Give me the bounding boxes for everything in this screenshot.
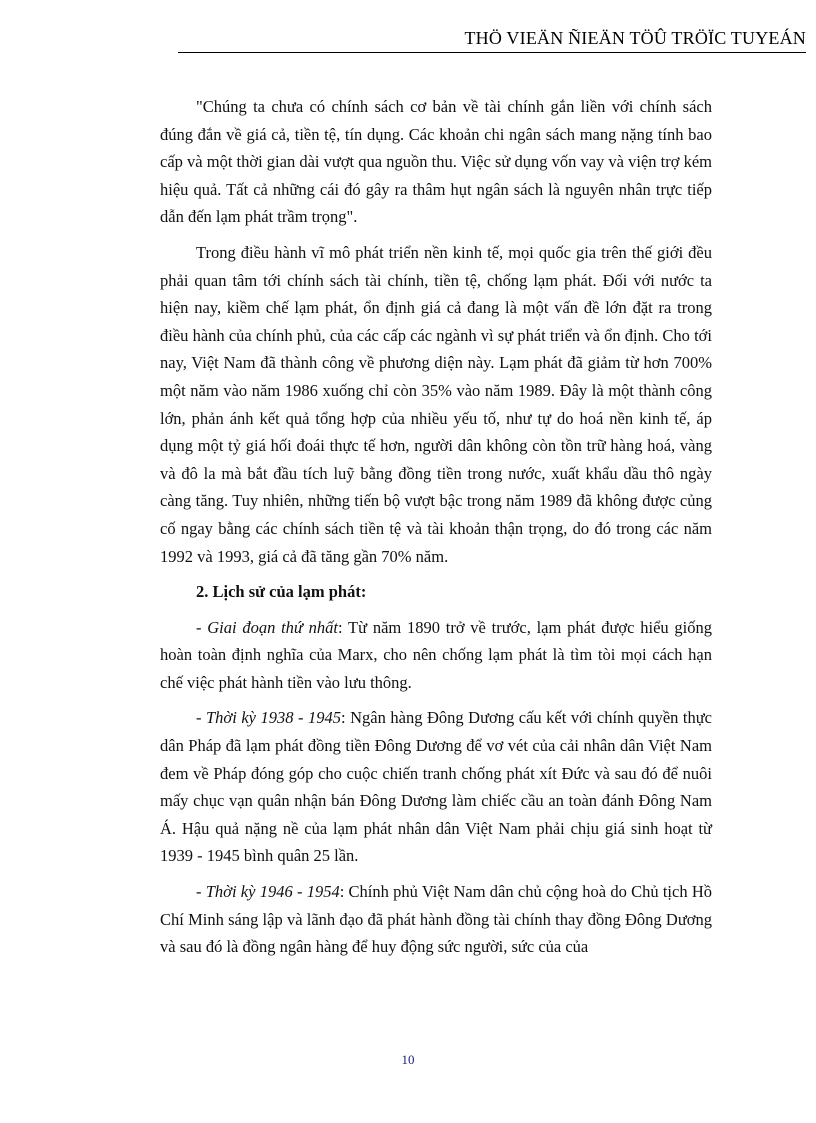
period-text: : Chính phủ Việt Nam dân chủ cộng hoà do Chủ tịch Hồ Chí Minh sáng lập và lãnh đạo đã phát hành đồng tài chính thay đồng Đông Dương và sau đó là đồng ngân hàng để huy động sức người, sức của của [160,882,713,957]
body-paragraph: Trong điều hành vĩ mô phát triển nền kinh tế, mọi quốc gia trên thế giới đều phải quan tâm tới chính sách tài chính, tiền tệ, chống lạm phát. Đối với nước ta hiện nay, kiềm chế lạm phát, ổn định giá cả đang là một vấn đề lớn đặt ra trong điều hành của chính phủ, của các cấp các ngành vì sự phát triển và ổn định. Cho tới nay, Việt Nam đã thành công về phương diện này. Lạm phát đã giảm từ hơn 700% một năm vào năm 1986 xuống chỉ còn 35% vào năm 1989. Đây là một thành công lớn, phản ánh kết quả tổng hợp của nhiều yếu tố, như tự do hoá nền kinh tế, áp dụng một tỷ giá hối đoái thực tế hơn, người dân không còn tồn trữ hàng hoá, vàng và đô la mà bắt đầu tích luỹ bằng đồng tiền trong nước, xuất khẩu dầu thô ngày càng tăng. Tuy nhiên, những tiến bộ vượt bậc trong năm 1989 đã không được củng cố ngay bằng các chính sách tiền tệ và tài khoản thận trọng, do đó trong các năm 1992 và 1993, giá cả đã tăng gần 70% năm. [160,242,712,566]
page-number: 10 [401,1052,415,1067]
period-paragraph [160,878,712,961]
period-label: - Thời kỳ 1946 - 1954 [196,882,340,902]
period-paragraph [160,704,712,870]
period-text: : Ngân hàng Đông Dương cấu kết với chính quyền thực dân Pháp đã lạm phát đồng tiền Đông Dương để vơ vét của cải nhân dân Việt Nam đem về Pháp đóng góp cho cuộc chiến tranh chống phát xít Đức và sau đó để nuôi mấy chục vạn quân nhận bán Đông Dương làm chiếc cầu an toàn đánh Đông Nam Á. Hậu quả nặng nề của lạm phát nhân dân Việt Nam phải chịu giá sinh hoạt từ 1939 - 1945 bình quân 25 lần. [160,708,713,866]
page-body [160,93,712,969]
section-heading: 2. Lịch sử của lạm phát: [196,582,367,602]
period-text: : Từ năm 1890 trở về trước, lạm phát được hiểu giống hoàn toàn định nghĩa của Marx, cho nên chống lạm phát là tìm tòi mọi cách hạn chế việc phát hành tiền vào lưu thông. [160,617,712,692]
running-header: THÖ VIEÄN ÑIEÄN TÖÛ TRÖÏC TUYEÁN [464,28,806,48]
period-label: - Giai đoạn thứ nhất [196,617,339,637]
period-label: - Thời kỳ 1938 - 1945 [196,708,342,728]
quote-paragraph: "Chúng ta chưa có chính sách cơ bản về tài chính gắn liền với chính sách đúng đắn về giá cả, tiền tệ, tín dụng. Các khoản chi ngân sách mang nặng tính bao cấp và một thời gian dài vượt qua nguồn thu. Việc sử dụng vốn vay và viện trợ kém hiệu quả. Tất cả những cái đó gây ra thâm hụt ngân sách là nguyên nhân trực tiếp dẫn đến lạm phát trầm trọng". [160,97,712,227]
period-paragraph [160,614,712,697]
header-divider [178,52,806,53]
